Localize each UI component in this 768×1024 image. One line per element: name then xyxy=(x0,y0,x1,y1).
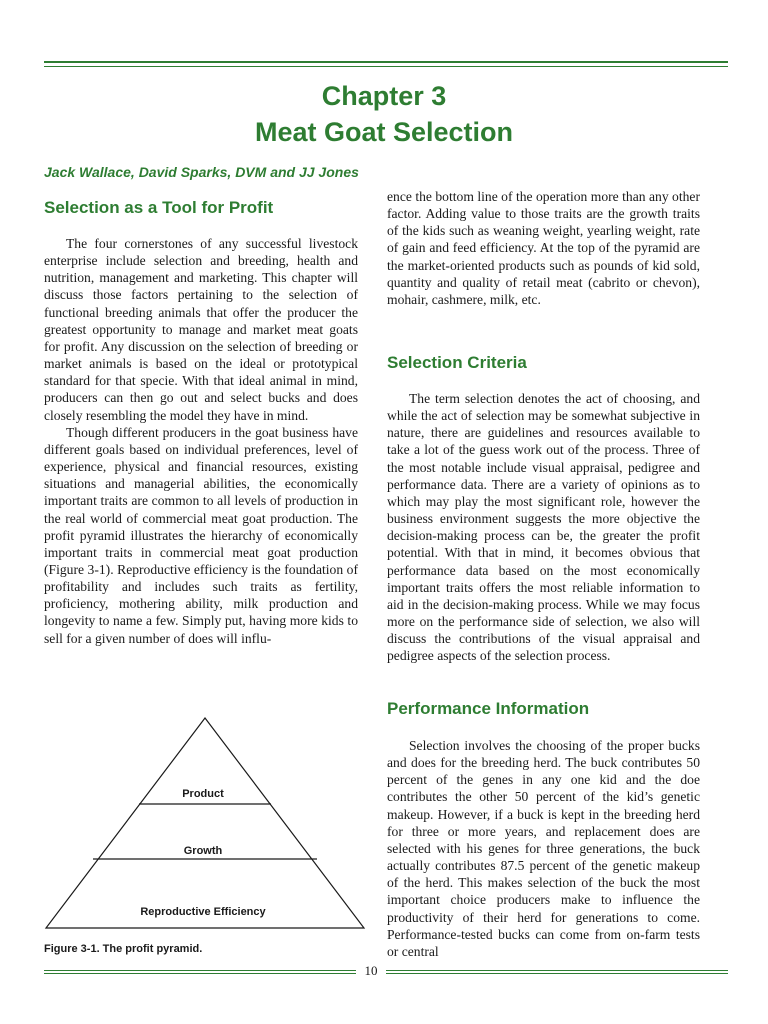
paragraph: The term selection denotes the act of choosing, and while the act of selection may be somewhat subjective in nature, there are guidelines and resources available to take a lot of the guess work out of the process. Three of the most notable include visual appraisal, pedigree and performance data. There are a variety of opinions as to which may play the most significant role, however the business environment suggests the more objective the decision-making process can be, the greater the profit potential. With that in mind, it becomes obvious that performance data based on the most economically important traits offers the most reliable information to aid in the decision-making process. While we may focus more on the performance side of selection, we also will discuss the contributions of the visual appraisal and pedigree aspects of the selection process. xyxy=(387,391,700,664)
chapter-title: Meat Goat Selection xyxy=(254,117,514,147)
paragraph: The four cornerstones of any successful livestock enterprise include selection and breeding, health and nutrition, management and marketing. This chapter will discuss those factors pertaining to the selection of functional breeding animals that offer the producer the greatest opportunity to manage and market meat goats for profit. Any discussion on the selection of breeding or market animals is based on the ideal or prototypical standard for that specie. With that ideal animal in mind, producers can then go out and select bucks and does closely resembling the model they have in mind. xyxy=(44,236,358,423)
footer-rule-left-thin xyxy=(44,973,356,974)
performance-text xyxy=(387,737,700,960)
pyramid-label-reproductive-efficiency: Reproductive Efficiency xyxy=(140,906,266,918)
paragraph: Selection involves the choosing of the proper bucks and does for the breeding herd. The buck contributes 50 percent of the genes in any one kid and the doe contributes the other 50 percent of the kid’s genetic makeup. However, if a buck is kept in the breeding herd for three or more years, and replacement does are selected with his genes for three generations, the buck actually contributes 87.5 percent of the genetic makeup of the herd. This makes selection of the buck the most important choice producers make to influence the productivity of their herd for generations to come. Performance-tested bucks can come from on-farm tests or central xyxy=(387,738,700,959)
right-column-continuation xyxy=(387,188,700,308)
profit-pyramid-figure xyxy=(40,714,370,934)
footer-rule-left xyxy=(44,970,356,971)
paragraph: Though different producers in the goat business have different goals based on individual preferences, level of experience, physical and financial resources, existing situations and managerial abilities, the economically important traits are common to all levels of production in the real world of commercial meat goat production. The profit pyramid illustrates the hierarchy of economically important traits in commercial meat goat production (Figure 3-1). Reproductive efficiency is the foundation of profitability and includes such traits as fertility, proficiency, mothering ability, milk production and longevity to name a few. Simply put, having more kids to sell for a given number of does will influ- xyxy=(44,424,358,646)
heading-performance-information: Performance Information xyxy=(387,699,590,718)
top-rule-thin xyxy=(44,66,728,67)
paragraph: ence the bottom line of the operation more than any other factor. Adding value to those traits are the growth traits of the kids such as weaning weight, yearling weight, rate of gain and feed efficiency. At the top of the pyramid are the market-oriented products such as pounds of kid sold, quantity and quality of retail meat (cabrito or chevon), mohair, cashmere, milk, etc. xyxy=(387,189,700,307)
heading-selection-criteria: Selection Criteria xyxy=(387,353,527,372)
footer-rule-right xyxy=(386,970,728,971)
pyramid-label-product: Product xyxy=(182,788,224,800)
pyramid-outline xyxy=(46,718,364,928)
authors: Jack Wallace, David Sparks, DVM and JJ Jones xyxy=(44,164,359,180)
criteria-text xyxy=(387,390,700,665)
top-rule xyxy=(44,61,728,63)
left-column-text xyxy=(44,235,358,647)
figure-caption: Figure 3-1. The profit pyramid. xyxy=(44,943,203,955)
chapter-number: Chapter 3 xyxy=(321,81,447,111)
footer-rule-right-thin xyxy=(386,973,728,974)
page-number: 10 xyxy=(364,963,378,978)
pyramid-label-growth: Growth xyxy=(183,845,223,857)
heading-selection-tool: Selection as a Tool for Profit xyxy=(44,198,274,217)
